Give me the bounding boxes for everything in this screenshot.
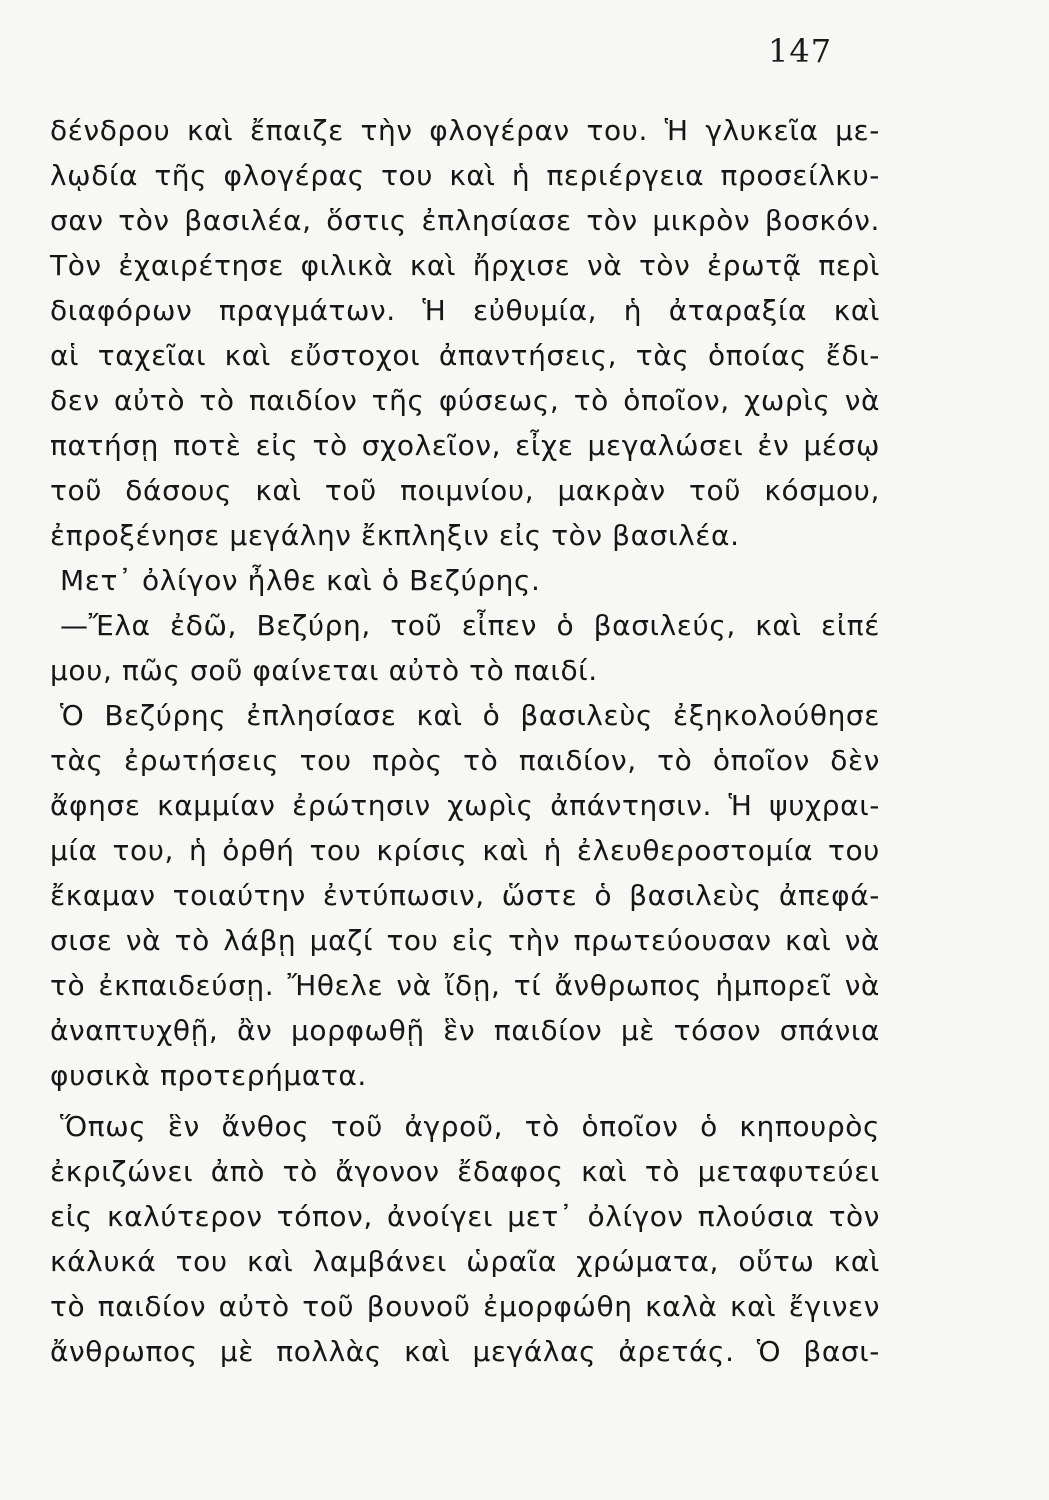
text-line: αἱ ταχεῖαι καὶ εὔστοχοι ἀπαντήσεις, τὰς ὁποίας ἔδι- [50, 339, 880, 372]
text-line: φυσικὰ προτερήματα. [50, 1059, 367, 1092]
text-line: ἄφησε καμμίαν ἐρώτησιν χωρὶς ἀπάντησιν. Ἡ ψυχραι- [50, 789, 880, 822]
text-line: πατήσῃ ποτὲ εἰς τὸ σχολεῖον, εἶχε μεγαλώσει ἐν μέσῳ [50, 429, 880, 462]
text-line: κάλυκά του καὶ λαμβάνει ὡραῖα χρώματα, οὕτω καὶ [50, 1245, 880, 1278]
text-line: δένδρου καὶ ἔπαιζε τὴν φλογέραν του. Ἡ γλυκεῖα με- [50, 114, 880, 147]
text-line: εἰς καλύτερον τόπον, ἀνοίγει μετ᾽ ὀλίγον πλούσια τὸν [50, 1200, 880, 1233]
text-line: ἐκριζώνει ἀπὸ τὸ ἄγονον ἔδαφος καὶ τὸ μεταφυτεύει [50, 1155, 880, 1188]
text-line: Τὸν ἐχαιρέτησε φιλικὰ καὶ ἤρχισε νὰ τὸν ἐρωτᾷ περὶ [50, 249, 880, 282]
text-line: μία του, ἡ ὀρθή του κρίσις καὶ ἡ ἐλευθεροστομία του [50, 834, 880, 867]
text-line: σαν τὸν βασιλέα, ὅστις ἐπλησίασε τὸν μικρὸν βοσκόν. [50, 204, 880, 237]
text-line: λῳδία τῆς φλογέρας του καὶ ἡ περιέργεια προσείλκυ- [50, 159, 880, 192]
page-number: 147 [768, 32, 833, 70]
text-line: Ὁ Βεζύρης ἐπλησίασε καὶ ὁ βασιλεὺς ἐξηκολούθησε [60, 699, 880, 732]
text-line: ἀναπτυχθῇ, ἂν μορφωθῇ ἓν παιδίον μὲ τόσον σπάνια [50, 1014, 880, 1047]
text-line: —Ἔλα ἐδῶ, Βεζύρη, τοῦ εἶπεν ὁ βασιλεύς, καὶ εἰπέ [60, 609, 880, 642]
text-line: Μετ᾽ ὀλίγον ἦλθε καὶ ὁ Βεζύρης. [60, 564, 541, 597]
text-line: τὸ παιδίον αὐτὸ τοῦ βουνοῦ ἐμορφώθη καλὰ καὶ ἔγινεν [50, 1290, 880, 1323]
text-line: διαφόρων πραγμάτων. Ἡ εὐθυμία, ἡ ἀταραξία καὶ [50, 294, 880, 327]
text-line: μου, πῶς σοῦ φαίνεται αὐτὸ τὸ παιδί. [50, 654, 598, 687]
text-line: ἄνθρωπος μὲ πολλὰς καὶ μεγάλας ἀρετάς. Ὁ βασι- [50, 1335, 880, 1368]
text-line: τὸ ἐκπαιδεύσῃ. Ἤθελε νὰ ἴδῃ, τί ἄνθρωπος ἠμπορεῖ νὰ [50, 969, 880, 1002]
paragraph-2 [50, 1104, 880, 1374]
text-line: τὰς ἐρωτήσεις του πρὸς τὸ παιδίον, τὸ ὁποῖον δὲν [50, 744, 880, 777]
paragraph-1 [50, 108, 880, 1098]
text-line: ἔκαμαν τοιαύτην ἐντύπωσιν, ὥστε ὁ βασιλεὺς ἀπεφά- [50, 879, 880, 912]
text-line: σισε νὰ τὸ λάβῃ μαζί του εἰς τὴν πρωτεύουσαν καὶ νὰ [50, 924, 880, 957]
text-line: δεν αὐτὸ τὸ παιδίον τῆς φύσεως, τὸ ὁποῖον, χωρὶς νὰ [50, 384, 880, 417]
text-line: Ὅπως ἓν ἄνθος τοῦ ἀγροῦ, τὸ ὁποῖον ὁ κηπουρὸς [60, 1110, 880, 1143]
text-line: τοῦ δάσους καὶ τοῦ ποιμνίου, μακρὰν τοῦ κόσμου, [50, 474, 880, 507]
text-line: ἐπροξένησε μεγάλην ἔκπληξιν εἰς τὸν βασιλέα. [50, 519, 740, 552]
